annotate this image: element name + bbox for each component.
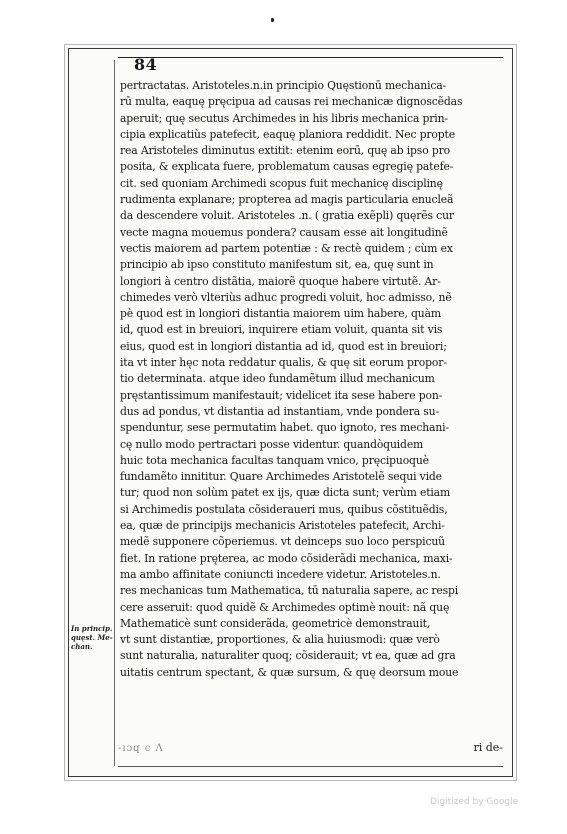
- digitization-watermark: Digitized by Google: [430, 797, 519, 807]
- text-line: Mathematicè sunt considerãda, geometricè demonstrauit,: [120, 616, 431, 630]
- text-line: huic tota mechanica facultas tanquam vnico, pręcipuoquè: [120, 453, 429, 467]
- text-line: vectis maiorem ad partem potentiæ : & rectè quidem ; cùm ex: [120, 241, 453, 255]
- body-text: [120, 78, 510, 681]
- text-line: posita, & explicata fuere, problematum causas egregię patefe-: [120, 160, 454, 174]
- text-line: si Archimedis postulata cõsideraueri mus, quibus cõstituẽdis,: [120, 502, 448, 516]
- text-line: fiet. In ratione pręterea, ac modo cõsiderãdi mechanica, maxi-: [120, 551, 453, 565]
- page-number: 84: [134, 55, 158, 74]
- text-line: da descendere voluit. Aristoteles .n. ( gratia exẽpli) quęrẽs cur: [120, 209, 454, 223]
- marginal-note-line: quęst. Me-: [71, 633, 113, 642]
- text-line: ma ambo affinitate coniuncti incedere videtur. Aristoteles.n.: [120, 567, 441, 581]
- text-line: tur; quod non solùm patet ex ijs, quæ dicta sunt; verùm etiam: [120, 486, 451, 500]
- text-line: vt sunt distantiæ, proportiones, & alia huiusmodi: quæ verò: [120, 633, 440, 647]
- text-line: cere asseruit: quod quidẽ & Archimedes optimè nouit: nã quę: [120, 600, 450, 614]
- text-line: longiori à centro distãtia, maiorẽ quoque habere virtutẽ. Ar-: [120, 274, 441, 288]
- text-line: pè quod est in longiori distantia maiorem uim habere, quàm: [120, 307, 441, 321]
- page-footer: [118, 741, 503, 759]
- ink-speck: [271, 18, 274, 22]
- text-line: medẽ supponere cõperiemus. vt deinceps suo loco perspicuũ: [120, 535, 445, 549]
- marginal-note: [71, 624, 117, 651]
- text-line: uitatis centrum spectant, & quæ sursum, & quę deorsum moue: [120, 665, 459, 679]
- text-line: cipia explicatiùs patefecit, eaquę planiora reddidit. Nec propte: [120, 127, 455, 141]
- text-line: rū multa, eaquę pręcipua ad causas rei mechanicæ dignoscẽdas: [120, 95, 463, 109]
- catchword: ri de-: [473, 741, 503, 754]
- text-line: pręstantissimum manifestauit; videlicet ita sese habere pon-: [120, 388, 443, 402]
- text-line: cit. sed quoniam Archimedi scopus fuit mechanicę disciplinę: [120, 176, 443, 190]
- text-line: res mechanicas tum Mathematica, tū naturalia sapere, ac respi: [120, 584, 459, 598]
- text-line: rea Aristoteles diminutus extitit: etenim eorū, quę ab ipso pro: [120, 144, 450, 158]
- text-line: pertractatas. Aristoteles.n.in principio Quęstionū mechanica-: [120, 79, 447, 92]
- text-line: spenduntur, sese permutatim habet. quo ignoto, res mechani-: [120, 421, 449, 435]
- margin-rule: [114, 60, 115, 766]
- text-line: fundamẽto innititur. Quare Archimedes Aristotelẽ sequi vide: [120, 470, 442, 484]
- footer-rule: [118, 766, 503, 767]
- text-line: sunt naturalia, naturaliter quoq; cõsiderauit; vt ea, quæ ad gra: [120, 649, 456, 663]
- text-line: aperuit; quę secutus Archimedes in his libris mechanica prin-: [120, 111, 448, 125]
- text-line: vecte magna mouemus pondera? causam esse ait longitudinẽ: [120, 225, 448, 239]
- text-line: principio ab ipso constituto manifestum sit, ea, quę sunt in: [120, 258, 434, 272]
- header-rule: [118, 57, 503, 58]
- footer-marks: -ıɔq c Λ: [118, 743, 164, 754]
- marginal-note-line: In princip.: [71, 624, 113, 633]
- marginal-note-line: chan.: [71, 642, 93, 651]
- text-line: cę nullo modo pertractari posse videntur. quandòquidem: [120, 437, 424, 451]
- text-line: chimedes verò vlteriùs adhuc progredi voluit, hoc admisso, nẽ: [120, 290, 452, 304]
- text-line: tio determinata. atque ideo fundamẽtum illud mechanicum: [120, 372, 435, 386]
- text-line: rudimenta explanare; propterea ad magis particularia enucleã: [120, 193, 454, 207]
- text-line: dus ad pondus, vt distantia ad instantiam, vnde pondera su-: [120, 404, 439, 418]
- text-line: ea, quæ de principijs mechanicis Aristoteles patefecit, Archi-: [120, 519, 445, 533]
- text-line: ita vt inter hęc nota reddatur qualis, & quę sit eorum propor-: [120, 356, 447, 370]
- text-line: id, quod est in breuiori, inquirere etiam voluit, quanta sit vis: [120, 323, 443, 337]
- text-line: eius, quod est in longiori distantia ad id, quod est in breuiori;: [120, 339, 447, 353]
